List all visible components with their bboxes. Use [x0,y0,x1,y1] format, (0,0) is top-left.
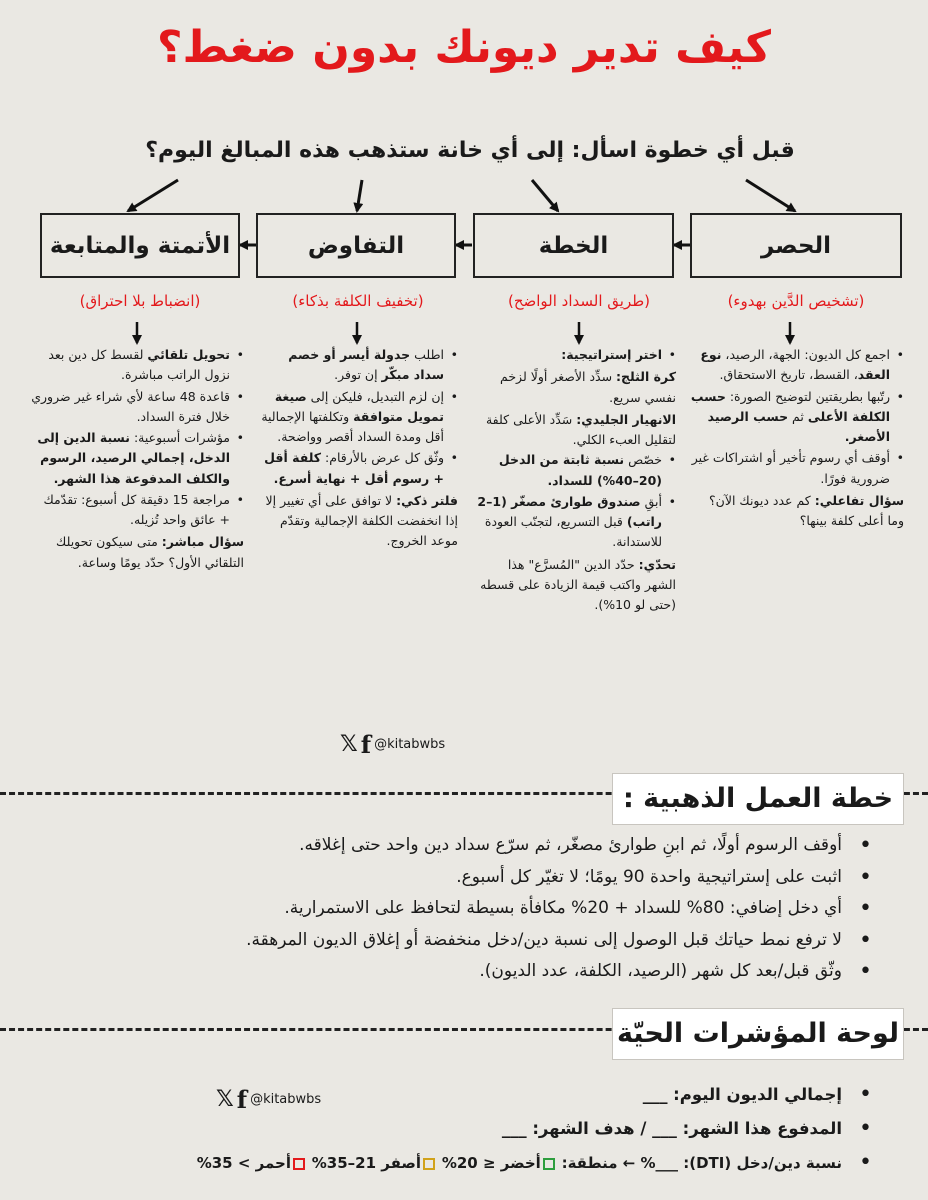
red-zone-icon [293,1158,305,1170]
challenge-text: تحدّي: حدّد الدين "المُسرَّع" هذا الشهر واكتب قيمة الزيادة على قسطه (حتى لو 10%). [480,556,676,612]
yellow-zone-icon [423,1158,435,1170]
list-item: • مؤشرات أسبوعية: نسبة الدين إلى الدخل، إجمالي الرصيد، الرسوم والكلف المدفوعة هذا الشهر. [30,428,244,489]
arrow-to-khetta [532,180,558,211]
column-hasr [690,345,904,531]
green-zone-icon [543,1158,555,1170]
subtitle-hasr: (تشخيص الدَّين بهدوء) [727,292,865,310]
social-handle-text: @kitabwbs [250,1092,322,1107]
list-item: • إن لزم التبديل، فليكن إلى صيغة تمويل متوافقة وتكلفتها الإجمالية أقل ومدة السداد أقصر وواضحة. [258,387,458,448]
interactive-question: سؤال تفاعلي: كم عدد ديونك الآن؟ وما أعلى كلفة بينها؟ [709,492,904,528]
list-item: • وثّق كل عرض بالأرقام: كلفة أقل + رسوم أقل + نهاية أسرع. [258,448,458,489]
list-item: • أبقِ صندوق طوارئ مصغّر (1–2 راتب) قبل التسريع، لتجنّب العودة للاستدانة. [476,492,676,553]
golden-plan-title: خطة العمل الذهبية : [612,773,904,825]
arrow-to-tafawod [357,180,362,211]
list-item: • أوقف الرسوم أولًا، ثم ابنِ طوارئ مصغّر، ثم سرّع سداد دين واحد حتى إغلاقه. [30,830,872,862]
smart-filter-text: فلتر ذكي: لا توافق على أي تغيير إلا إذا انخفضت الكلفة الإجمالية وتقدّم موعد الخروج. [265,492,458,549]
list-item: • اطلب جدولة أيسر أو خصم سداد مبكّر إن توفر. [258,345,458,386]
list-item: • رتّبها بطريقتين لتوضيح الصورة: حسب الكلفة الأعلى ثم حسب الرصيد الأصغر. [690,387,904,448]
facebook-logo-icon: f [360,730,372,759]
list-item: • إجمالي الديون اليوم: ___ [20,1078,872,1112]
list-item: • اجمع كل الديون: الجهة، الرصيد، نوع العقد، القسط، تاريخ الاستحقاق. [690,345,904,386]
social-handle-text: @kitabwbs [374,737,446,752]
golden-plan-list [30,830,872,988]
direct-question: سؤال مباشر: متى سيكون تحويلك التلقائي الأول؟ حدّد يومًا وساعة. [56,534,244,570]
list-item: • نسبة دين/دخل (DTI): ___% ← منطقة: أخضر ≤ 20% أصفر 21–35% أحمر > 35% [20,1146,872,1180]
page-title: كيف تدير ديونك بدون ضغط؟ [156,22,772,73]
dashboard-list [20,1078,872,1180]
list-item: • وثّق قبل/بعد كل شهر (الرصيد، الكلفة، عدد الديون). [30,956,872,988]
arrow-to-atmata [128,180,178,211]
list-item: • أي دخل إضافي: 80% للسداد + 20% مكافأة بسيطة لتحافظ على الاستمرارية. [30,893,872,925]
list-item: • خصّص نسبة ثابتة من الدخل (20–40%) للسداد. [476,450,676,491]
column-atmata [30,345,244,573]
step-box-khetta: الخطة [473,213,674,278]
step-box-tafawod: التفاوض [256,213,456,278]
arrow-to-hasr [746,180,795,211]
list-item: • مراجعة 15 دقيقة كل أسبوع: تقدّمك + عائق واحد تُزيله. [30,490,244,531]
snowball-text: كرة الثلج: سدِّد الأصغر أولًا لزخم نفسي سريع. [500,369,676,405]
list-item: • المدفوع هذا الشهر: ___ / هدف الشهر: ___ [20,1112,872,1146]
avalanche-text: الانهيار الجليدي: سَدِّد الأعلى كلفة لتقليل العبء الكلي. [485,411,676,447]
step-box-hasr: الحصر [690,213,902,278]
subtitle-atmata: (انضباط بلا احتراق) [79,292,201,310]
column-khetta [476,345,676,615]
list-item: • اختر إستراتيجية: [476,345,676,365]
dashboard-title: لوحة المؤشرات الحيّة [612,1008,904,1060]
guiding-question: قبل أي خطوة اسأل: إلى أي خانة ستذهب هذه المبالغ اليوم؟ [145,138,795,163]
step-box-atmata: الأتمتة والمتابعة [40,213,240,278]
subtitle-tafawod: (تخفيف الكلفة بذكاء) [292,292,424,310]
social-handle-top [340,730,445,759]
list-item: • أوقف أي رسوم تأخير أو اشتراكات غير ضرورية فورًا. [690,448,904,489]
x-logo-icon: 𝕏 [340,732,358,757]
column-tafawod [258,345,458,552]
list-item: • لا ترفع نمط حياتك قبل الوصول إلى نسبة دين/دخل منخفضة أو إغلاق الديون المرهقة. [30,925,872,957]
list-item: • تحويل تلقائي لقسط كل دين بعد نزول الراتب مباشرة. [30,345,244,386]
facebook-logo-icon: f [236,1085,248,1114]
list-item: • قاعدة 48 ساعة لأي شراء غير ضروري خلال فترة السداد. [30,387,244,428]
subtitle-khetta: (طريق السداد الواضح) [507,292,651,310]
x-logo-icon: 𝕏 [216,1087,234,1112]
list-item: • اثبت على إستراتيجية واحدة 90 يومًا؛ لا تغيّر كل أسبوع. [30,862,872,894]
